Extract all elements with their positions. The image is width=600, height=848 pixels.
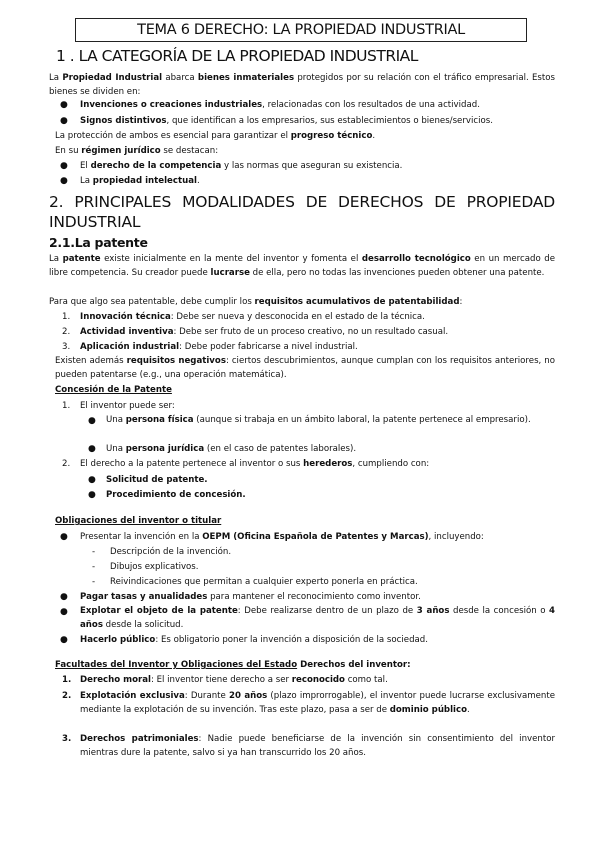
concesion-item-1b: Una persona jurídica (en el caso de patentes laborales). — [106, 444, 357, 454]
bullet-icon: ● — [60, 532, 68, 542]
section-2-1-heading: 2.1.La patente — [49, 235, 148, 250]
list-number: 3. — [62, 342, 71, 352]
list-number: 3. — [62, 734, 72, 744]
concesion-item-2a: Solicitud de patente. — [106, 475, 208, 485]
obligacion-1-detail-2: Dibujos explicativos. — [110, 562, 199, 572]
bullet-icon: ● — [88, 475, 96, 485]
obligacion-3: Explotar el objeto de la patente: Debe realizarse dentro de un plazo de 3 años desde la concesión o 4 años desde la solicitud. — [80, 606, 555, 630]
s2-paragraph-2: Para que algo sea patentable, debe cumplir los requisitos acumulativos de patentabilidad: — [49, 297, 463, 307]
bullet-icon: ● — [60, 607, 68, 617]
bullet-icon: ● — [88, 444, 96, 454]
bullet-icon: ● — [60, 592, 68, 602]
bullet-icon: ● — [60, 100, 68, 110]
facultades-heading: Facultades del Inventor y Obligaciones del Estado Derechos del inventor: — [55, 660, 411, 670]
bullet-icon: ● — [60, 116, 68, 126]
concesion-item-1: El inventor puede ser: — [80, 401, 175, 411]
list-number: 2. — [62, 691, 72, 701]
s2-paragraph-3: Existen además requisitos negativos: ciertos descubrimientos, aunque cumplan con los requisitos anteriores, no pueden patentarse (e.g., una operación matemática). — [55, 356, 555, 380]
requisite-2: Actividad inventiva: Debe ser fruto de un proceso creativo, no un resultado casual. — [80, 327, 449, 337]
list-number: 1. — [62, 401, 71, 411]
bullet-icon: ● — [88, 416, 96, 426]
facultad-1: Derecho moral: El inventor tiene derecho a ser reconocido como tal. — [80, 675, 388, 685]
list-number: 1. — [62, 312, 71, 322]
obligacion-4: Hacerlo público: Es obligatorio poner la invención a disposición de la sociedad. — [80, 635, 428, 645]
dash-icon: - — [92, 547, 96, 557]
s1-bullet-1: Invenciones o creaciones industriales, relacionadas con los resultados de una actividad. — [80, 100, 480, 110]
list-number: 2. — [62, 459, 71, 469]
s1-bullet-3: El derecho de la competencia y las normas que aseguran su existencia. — [80, 161, 403, 171]
bullet-icon: ● — [60, 176, 68, 186]
concesion-item-2: El derecho a la patente pertenece al inventor o sus herederos, cumpliendo con: — [80, 459, 430, 469]
concesion-item-1a: Una persona física (aunque si trabaja en un ámbito laboral, la patente pertenece al empresario). — [106, 415, 531, 425]
obligacion-1-detail-1: Descripción de la invención. — [110, 547, 232, 557]
obligacion-1: Presentar la invención en la OEPM (Oficina Española de Patentes y Marcas), incluyendo: — [80, 532, 484, 542]
s2-paragraph-1: La patente existe inicialmente en la mente del inventor y fomenta el desarrollo tecnológico en un mercado de libre competencia. Su creador puede lucrarse de ella, pero no todas las invenciones pueden obtener una patente. — [49, 254, 556, 278]
bullet-icon: ● — [88, 490, 96, 500]
requisite-1: Innovación técnica: Debe ser nueva y desconocida en el estado de la técnica. — [80, 312, 425, 322]
facultad-3: Derechos patrimoniales: Nadie puede beneficiarse de la invención sin consentimiento del inventor mientras dure la patente, salvo si ya han transcurrido los 20 años. — [80, 734, 555, 758]
facultad-2: Explotación exclusiva: Durante 20 años (plazo improrrogable), el inventor puede lucrarse exclusivamente mediante la explotación de su invención. Tras este plazo, pasa a ser de dominio público. — [80, 691, 555, 715]
bullet-icon: ● — [60, 635, 68, 645]
s1-paragraph-3: En su régimen jurídico se destacan: — [55, 146, 219, 156]
document-title: TEMA 6 DERECHO: LA PROPIEDAD INDUSTRIAL — [75, 18, 527, 42]
section-2-heading: 2. PRINCIPALES MODALIDADES DE DERECHOS DE PROPIEDAD INDUSTRIAL — [49, 193, 555, 231]
list-number: 2. — [62, 327, 71, 337]
list-number: 1. — [62, 675, 72, 685]
dash-icon: - — [92, 562, 96, 572]
bullet-icon: ● — [60, 161, 68, 171]
concesion-item-2b: Procedimiento de concesión. — [106, 490, 246, 500]
obligacion-1-detail-3: Reivindicaciones que permitan a cualquier experto ponerla en práctica. — [110, 577, 418, 587]
s1-bullet-4: La propiedad intelectual. — [80, 176, 200, 186]
s1-paragraph-2: La protección de ambos es esencial para garantizar el progreso técnico. — [55, 131, 376, 141]
concesion-heading: Concesión de la Patente — [55, 385, 172, 395]
requisite-3: Aplicación industrial: Debe poder fabricarse a nivel industrial. — [80, 342, 358, 352]
section-1-heading: 1 . LA CATEGORÍA DE LA PROPIEDAD INDUSTRIAL — [56, 47, 418, 65]
s1-bullet-2: Signos distintivos, que identifican a los empresarios, sus establecimientos o bienes/servicios. — [80, 116, 493, 126]
s1-paragraph-1: La Propiedad Industrial abarca bienes inmateriales protegidos por su relación con el tráfico empresarial. Estos bienes se dividen en: — [49, 73, 555, 97]
obligaciones-heading: Obligaciones del inventor o titular — [55, 516, 222, 526]
obligacion-2: Pagar tasas y anualidades para mantener el reconocimiento como inventor. — [80, 592, 421, 602]
dash-icon: - — [92, 577, 96, 587]
